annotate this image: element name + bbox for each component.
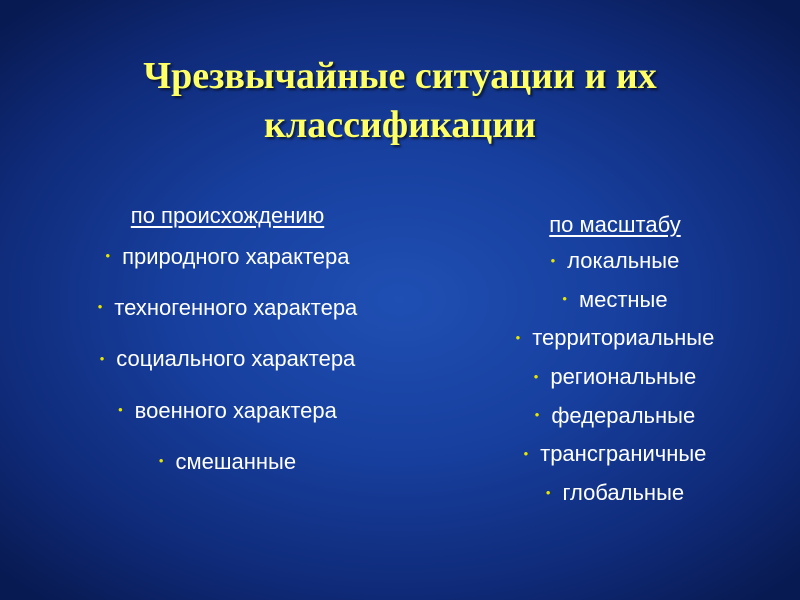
list-item (430, 435, 800, 474)
bullet-icon: • (158, 452, 164, 468)
bullet-icon: • (550, 252, 556, 268)
list-item-label: федеральные (551, 402, 696, 428)
list-item-label: локальные (567, 248, 680, 273)
list-item-label: территориальные (532, 325, 715, 351)
list-item-label: природного характера (122, 244, 350, 269)
slide-title (0, 52, 800, 151)
list-item (30, 283, 425, 334)
list-item (430, 397, 800, 436)
list-item-label: военного характера (134, 397, 337, 423)
list-item (30, 437, 425, 488)
bullet-icon: • (562, 291, 567, 307)
scale-list (430, 242, 800, 513)
bullet-icon: • (99, 350, 105, 366)
bullet-icon: • (515, 330, 521, 346)
origin-list (30, 232, 425, 488)
origin-heading: по происхождению (130, 203, 325, 228)
bullet-icon: • (534, 407, 540, 423)
list-item (30, 386, 425, 437)
list-item (430, 358, 800, 397)
list-item-label: техногенного характера (114, 295, 358, 321)
list-item (430, 319, 800, 358)
bullet-icon: • (533, 368, 539, 384)
bullet-icon: • (545, 484, 551, 500)
list-item (30, 232, 425, 283)
list-item (430, 281, 800, 320)
bullet-icon: • (97, 299, 103, 315)
list-item-label: региональные (550, 364, 697, 390)
slide-title-line-2: классификации (263, 104, 537, 147)
list-item-label: глобальные (562, 480, 685, 506)
slide-title-line-1: Чрезвычайные ситуации и их (143, 55, 657, 97)
bullet-icon: • (118, 401, 123, 417)
list-item-label: смешанные (175, 448, 297, 474)
list-item (430, 242, 800, 281)
origin-classification-column (30, 200, 425, 488)
scale-classification-column (430, 208, 800, 513)
bullet-icon: • (523, 446, 529, 462)
scale-heading: по масштабу (549, 212, 681, 237)
list-item (430, 474, 800, 513)
bullet-icon: • (105, 248, 111, 264)
list-item-label: социального характера (116, 346, 356, 372)
list-item-label: местные (578, 286, 668, 312)
list-item (30, 334, 425, 385)
list-item-label: трансграничные (540, 441, 707, 467)
